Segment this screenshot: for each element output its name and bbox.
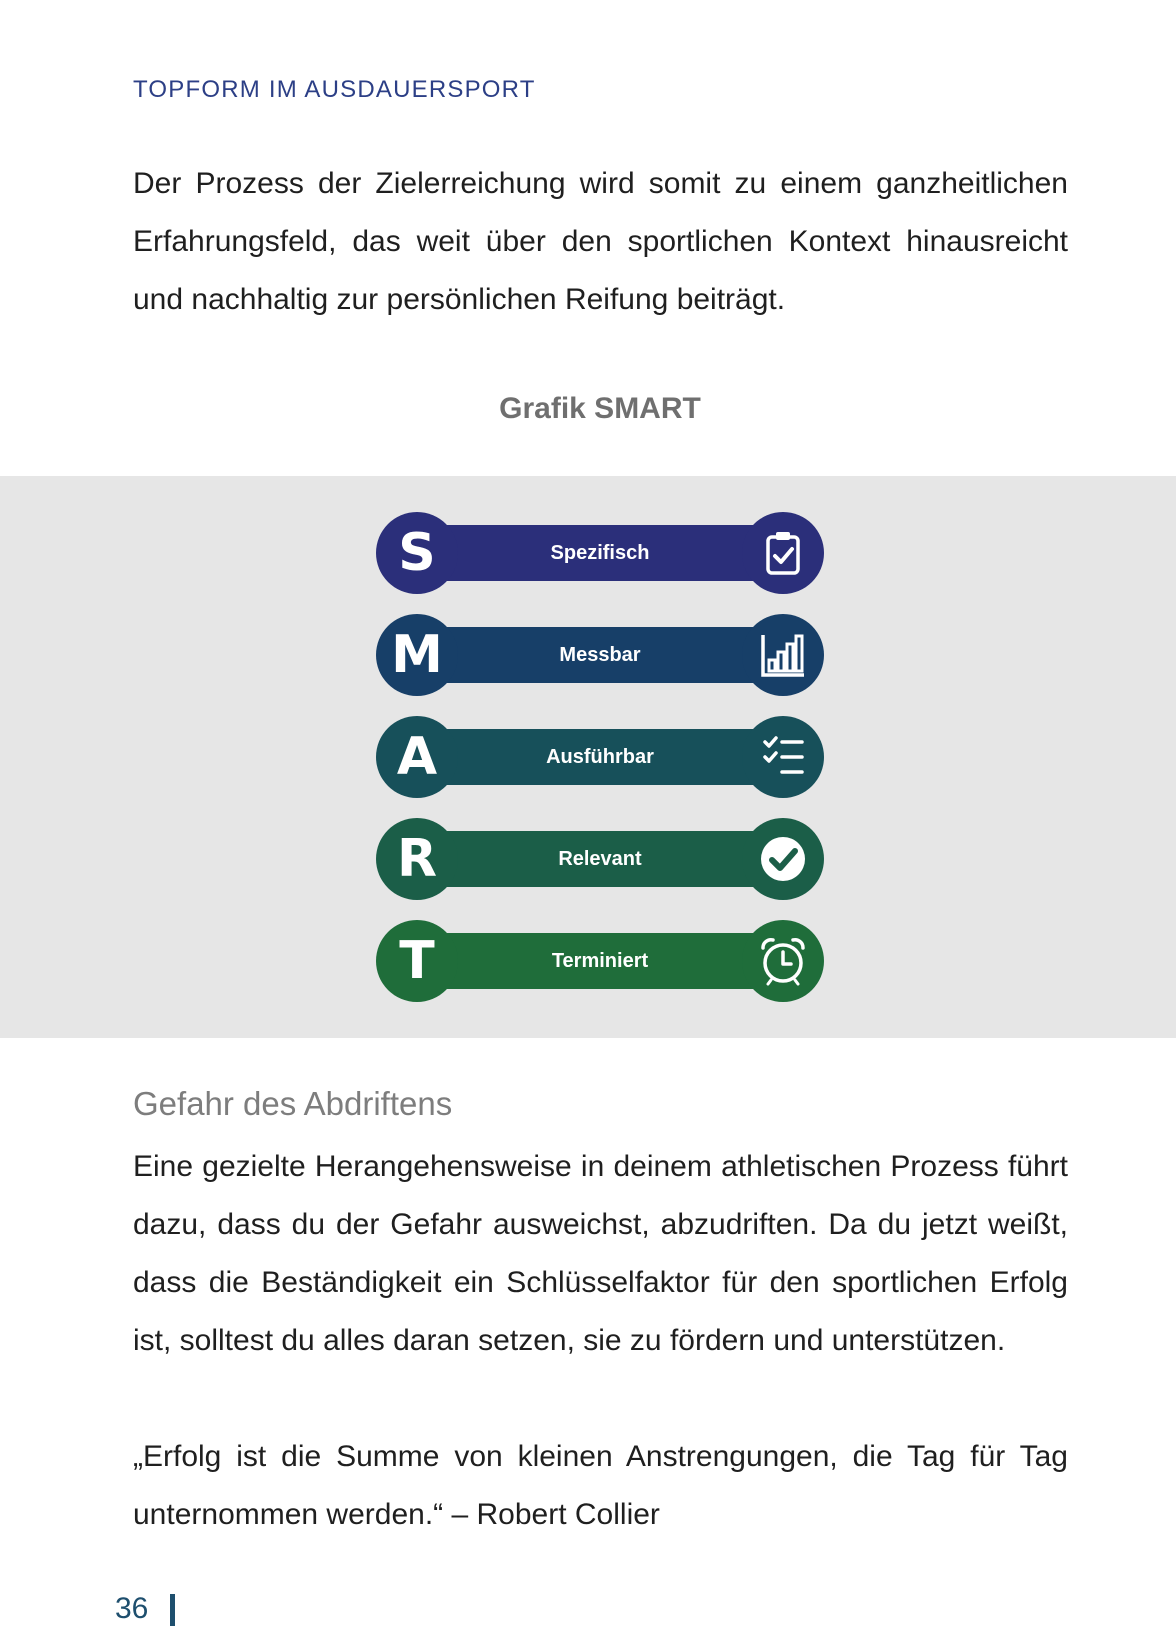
smart-icon-badge [742,512,824,594]
smart-icon-badge [742,716,824,798]
body-paragraph: Eine gezielte Herangehensweise in deinem athletischen Prozess führt dazu, dass du der Gefahr ausweichst, abzudriften. Da du jetzt weißt, dass die Beständigkeit ein Schlüsselfaktor für den sportlichen Erfolg ist, solltest du alles daran setzen, sie zu fördern und unterstützen. [133,1150,1068,1357]
smart-label: Spezifisch [550,542,650,564]
smart-row-relevant [376,818,824,900]
smart-graphic [0,476,1176,1038]
smart-letter: M [391,625,443,685]
check-circle-icon [758,834,808,884]
figure-caption: Grafik SMART [499,392,701,425]
smart-icon-badge [742,818,824,900]
smart-letter: A [396,727,438,787]
smart-label: Ausführbar [546,746,654,768]
smart-label: Terminiert [551,950,649,972]
smart-letter: T [399,931,435,991]
smart-icon-badge [742,614,824,696]
running-header: TOPFORM IM AUSDAUERSPORT [133,76,536,103]
smart-label: Messbar [559,644,641,666]
smart-icon-badge [742,920,824,1002]
smart-letter: R [396,829,438,889]
alarm-clock-icon [758,936,808,986]
clipboard-check-icon [758,528,808,578]
intro-paragraph: Der Prozess der Zielerreichung wird somit zu einem ganzheitlichen Erfahrungsfeld, das weit über den sportlichen Kontext hinausreicht und nachhaltig zur persönlichen Reifung beiträgt. [133,167,1068,316]
smart-row-terminiert [376,920,824,1002]
smart-label: Relevant [558,848,642,870]
checklist-icon [758,732,808,782]
bar-chart-icon [758,630,808,680]
quote-paragraph: „Erfolg ist die Summe von kleinen Anstrengungen, die Tag für Tag unternommen werden.“ – Robert Collier [133,1440,1068,1531]
section-heading: Gefahr des Abdriftens [133,1085,453,1122]
page-number: 36 [115,1592,149,1625]
smart-row-spezifisch [376,512,824,594]
page-number-rule [170,1594,175,1626]
smart-letter: S [398,523,436,583]
smart-row-messbar [376,614,824,696]
smart-row-ausfuehrbar [376,716,824,798]
